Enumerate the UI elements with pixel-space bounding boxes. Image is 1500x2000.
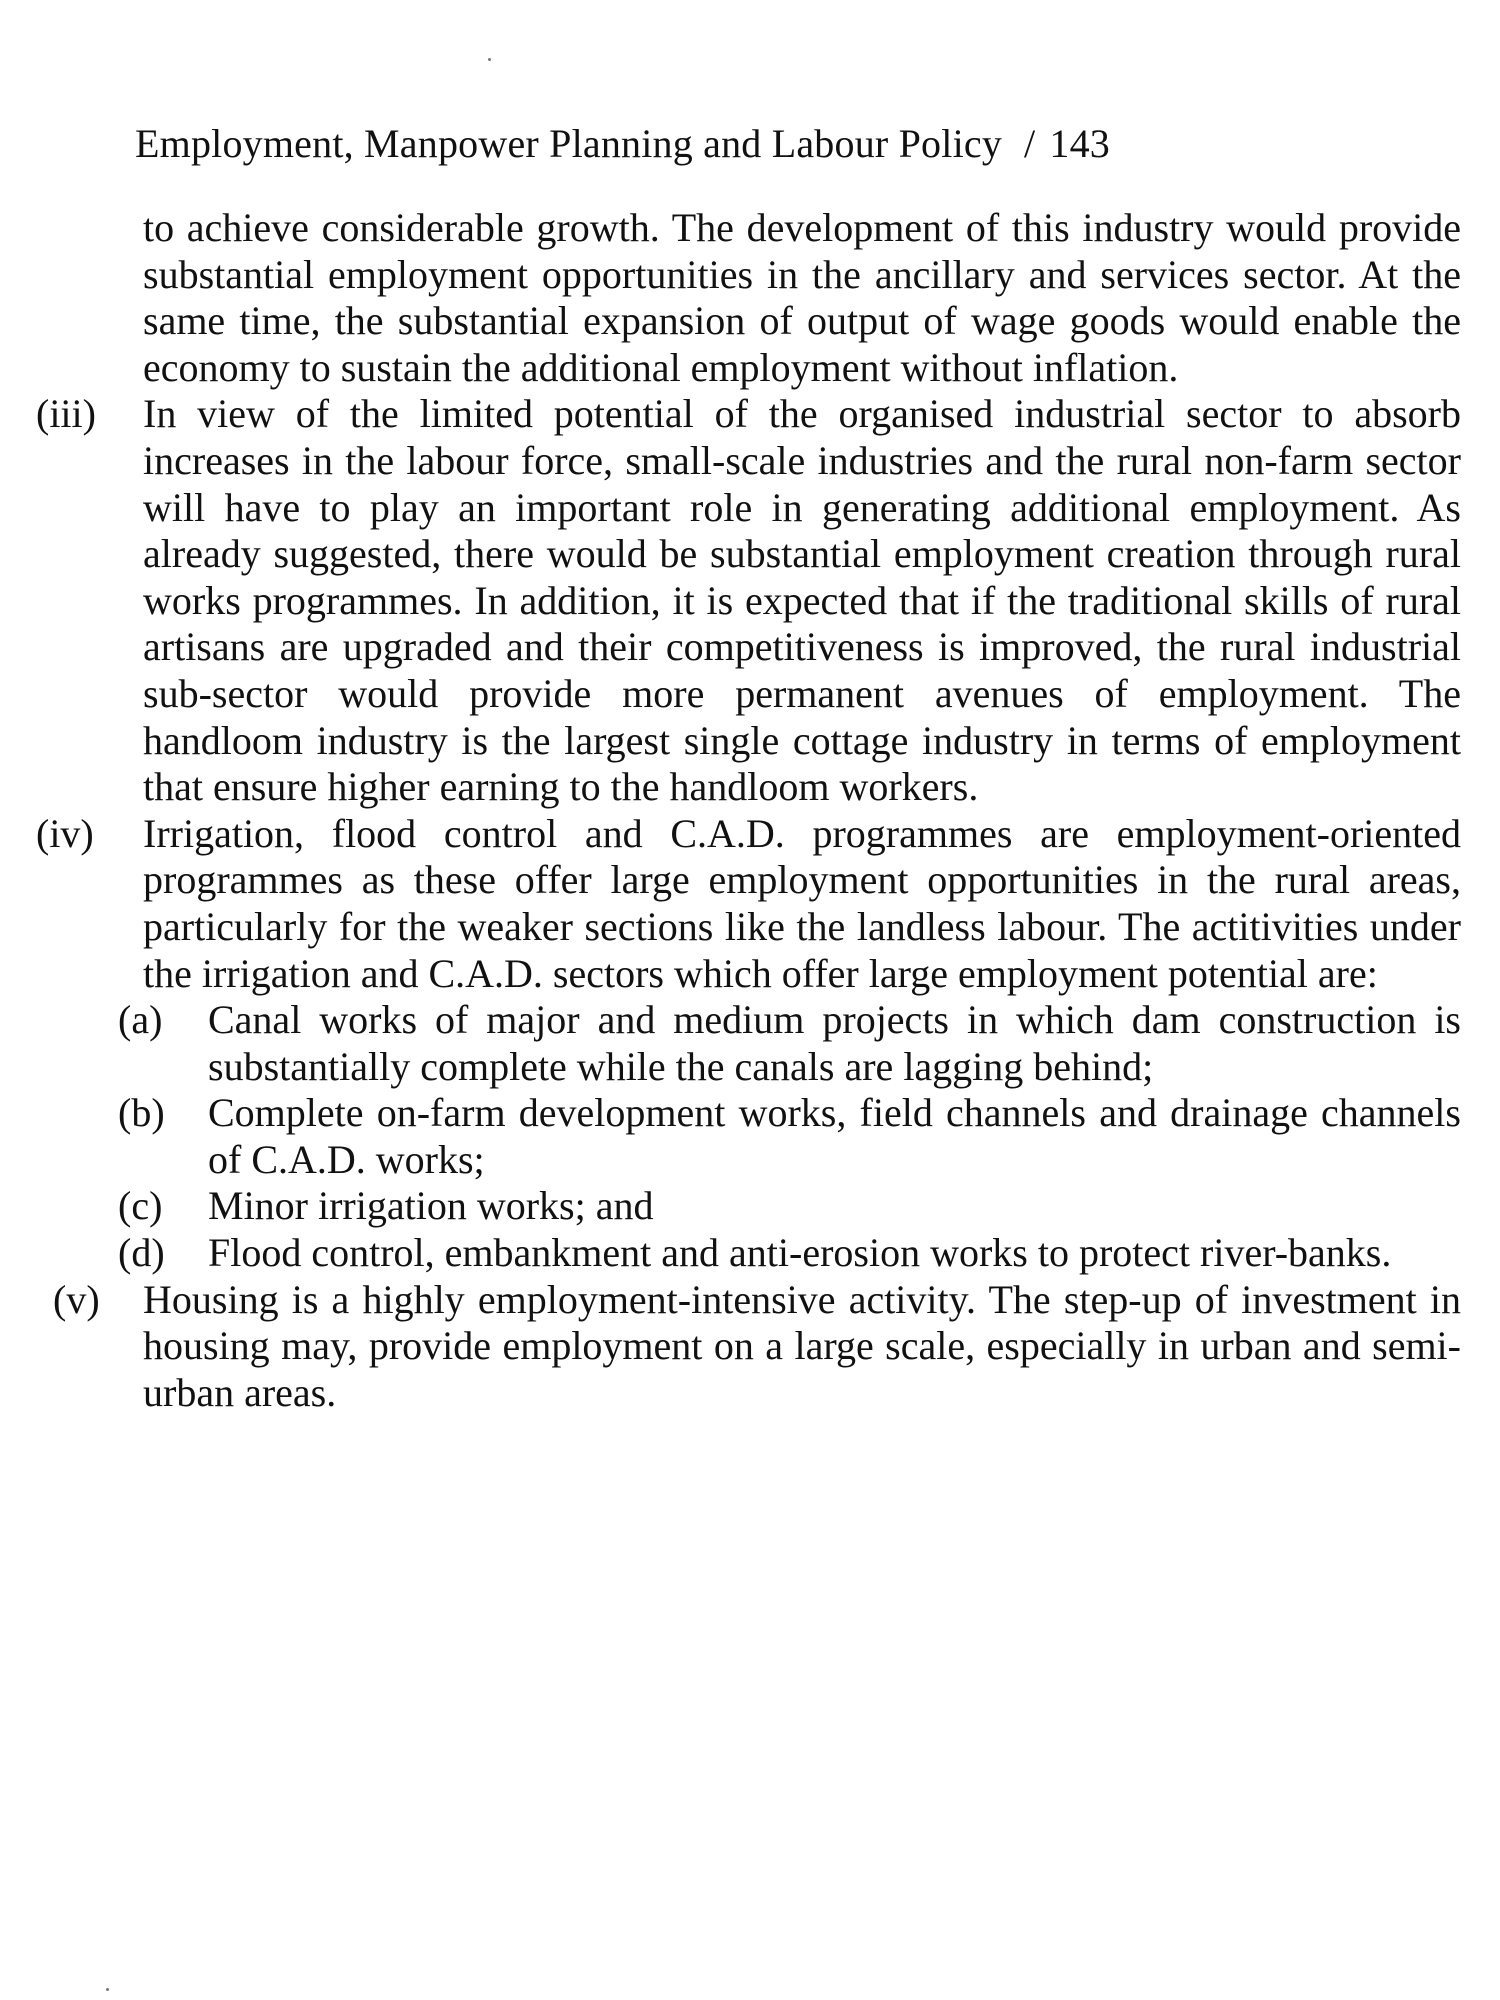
sub-item-text: Minor irrigation works; and bbox=[208, 1183, 654, 1229]
sub-item-text: Flood control, embankment and anti-erosion works to protect river-banks. bbox=[208, 1230, 1392, 1276]
list-marker: (v) bbox=[53, 1276, 100, 1322]
page-number: 143 bbox=[1049, 121, 1110, 166]
sub-marker: (a) bbox=[118, 997, 163, 1043]
sub-marker: (c) bbox=[118, 1183, 163, 1229]
sub-item-text: Canal works of major and medium projects in which dam construction is substantially complete while the canals are lagging behind; bbox=[208, 997, 1461, 1089]
sub-item-d bbox=[118, 1230, 1461, 1277]
opening-paragraph: to achieve considerable growth. The development of this industry would provide substantial employment opportunities in the ancillary and services sector. At the same time, the substantial expansion of output of wage goods would enable the economy to sustain the additional employment without inflation. bbox=[143, 205, 1461, 390]
header-separator: / bbox=[1024, 121, 1036, 166]
sub-item-text: Complete on-farm development works, field channels and drainage channels of C.A.D. works; bbox=[208, 1090, 1461, 1182]
list-item-text: In view of the limited potential of the organised industrial sector to absorb increases in the labour force, small-scale industries and the rural non-farm sector will have to play an important role in generating additional employment. As already suggested, there would be substantial employment creation through rural works programmes. In addition, it is expected that if the traditional skills of rural artisans are upgraded and their competitiveness is improved, the rural industrial sub-sector would provide more permanent avenues of employment. The handloom industry is the largest single cottage industry in terms of employment that ensure higher earning to the handloom workers. bbox=[143, 391, 1461, 810]
list-item-v bbox=[53, 1276, 1461, 1417]
scan-speck-top bbox=[488, 58, 491, 61]
list-marker: (iv) bbox=[36, 810, 94, 856]
running-header bbox=[135, 120, 1460, 168]
scan-speck-bottom bbox=[106, 1988, 109, 1991]
list-item-text: Irrigation, flood control and C.A.D. programmes are employment-oriented programmes as these offer large employment opportunities in the rural areas, particularly for the weaker sections like the landless labour. The actitivities under the irrigation and C.A.D. sectors which offer large employment potential are: bbox=[143, 810, 1461, 996]
list-marker: (iii) bbox=[36, 391, 96, 437]
list-item-text: Housing is a highly employment-intensive activity. The step-up of investment in housing may, provide employment on a large scale, especially in urban and semi-urban areas. bbox=[143, 1276, 1461, 1415]
page-body bbox=[0, 205, 1500, 1416]
list-item-iii bbox=[36, 391, 1461, 810]
sub-marker: (b) bbox=[118, 1090, 165, 1136]
running-title: Employment, Manpower Planning and Labour Policy bbox=[135, 121, 1003, 166]
list-item-iv bbox=[36, 810, 1461, 997]
sub-item-c bbox=[118, 1183, 1461, 1230]
sub-item-b bbox=[118, 1090, 1461, 1183]
sub-item-a bbox=[118, 997, 1461, 1090]
sub-marker: (d) bbox=[118, 1230, 165, 1276]
